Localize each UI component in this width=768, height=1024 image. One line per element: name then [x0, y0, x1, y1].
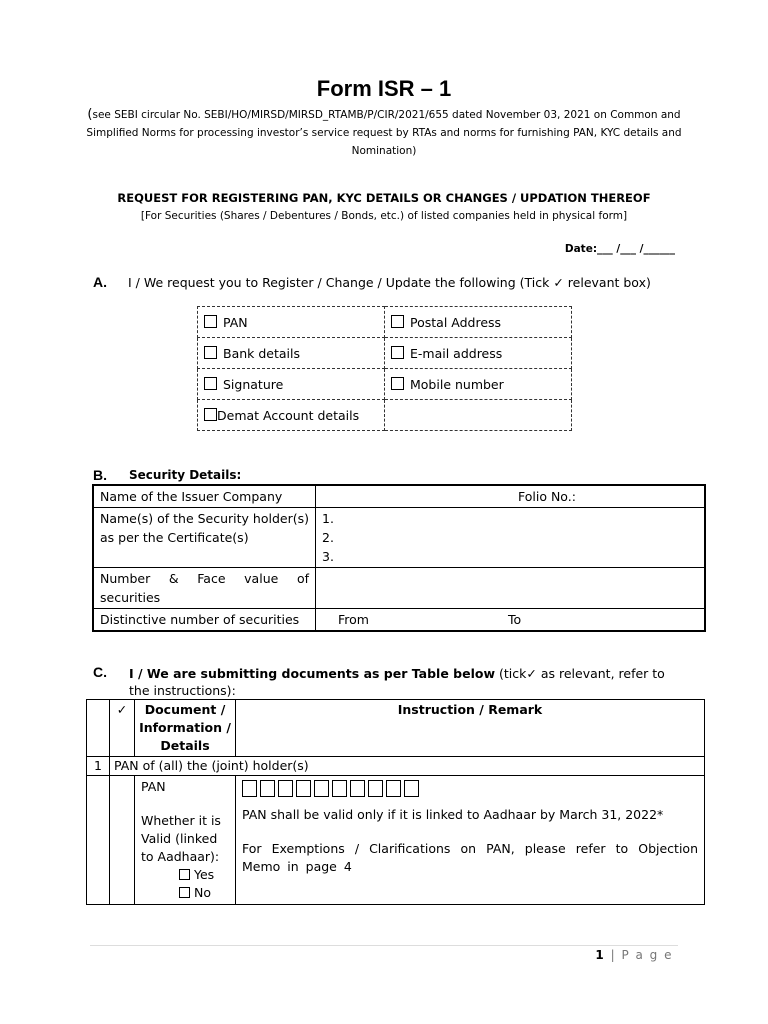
pan-char-box[interactable] — [332, 780, 347, 797]
row-num-empty — [87, 776, 110, 905]
section-a-text-after: relevant box) — [567, 275, 651, 290]
change-options-table — [197, 306, 572, 431]
row-tick-cell[interactable] — [110, 776, 135, 905]
yes-label: Yes — [194, 867, 215, 882]
section-a-text-before: I / We request you to Register / Change / Update the following (Tick — [128, 275, 550, 290]
option-pan[interactable] — [198, 307, 385, 338]
holders-label: Name(s) of the Security holder(s) as per the Certificate(s) — [93, 508, 316, 568]
remark-aadhaar: PAN shall be valid only if it is linked to Aadhaar by March 31, 2022* — [242, 807, 664, 822]
pan-character-boxes[interactable] — [242, 780, 698, 802]
tick-icon: ✓ — [110, 700, 135, 757]
option-label: Bank details — [223, 345, 301, 361]
pan-char-box[interactable] — [278, 780, 293, 797]
tick-icon: ✓ — [526, 666, 537, 681]
page-footer — [595, 948, 673, 962]
issuer-input[interactable] — [316, 485, 706, 508]
option-label: Mobile number — [410, 376, 504, 392]
option-demat-account[interactable] — [198, 400, 385, 431]
pan-char-box[interactable] — [368, 780, 383, 797]
pan-remark-cell — [236, 776, 705, 905]
issuer-label: Name of the Issuer Company — [93, 485, 316, 508]
header-instruction: Instruction / Remark — [236, 700, 705, 757]
pan-char-box[interactable] — [296, 780, 311, 797]
checkbox-icon[interactable] — [179, 869, 190, 880]
form-heading: REQUEST FOR REGISTERING PAN, KYC DETAILS OR CHANGES / UPDATION THEREOF — [117, 191, 651, 205]
option-label: PAN — [223, 314, 248, 330]
checkbox-icon[interactable] — [204, 377, 217, 390]
option-label: Demat Account details — [217, 407, 360, 423]
pan-label: PAN — [141, 779, 166, 794]
header-document: Document / Information / Details — [135, 700, 236, 757]
option-label: E-mail address — [410, 345, 503, 361]
option-email-address[interactable] — [385, 338, 572, 369]
section-c-text-after: as relevant, refer to the instructions): — [129, 666, 665, 698]
to-label: To — [508, 612, 522, 627]
checkbox-icon[interactable] — [204, 408, 217, 421]
pan-details-cell — [135, 776, 236, 905]
option-postal-address[interactable] — [385, 307, 572, 338]
page-number: 1 — [595, 948, 606, 962]
empty-cell — [385, 400, 572, 431]
checkbox-icon[interactable] — [391, 315, 404, 328]
no-label: No — [194, 885, 211, 900]
tick-icon: ✓ — [553, 275, 564, 290]
pan-char-box[interactable] — [314, 780, 329, 797]
pan-char-box[interactable] — [386, 780, 401, 797]
option-label: Signature — [223, 376, 284, 392]
section-c-text-mid: (tick — [498, 666, 527, 681]
section-b-title: Security Details: — [129, 468, 242, 482]
security-details-table — [92, 484, 706, 632]
holders-input[interactable] — [316, 508, 706, 568]
form-title: Form ISR – 1 — [316, 76, 452, 101]
section-c-text-before: I / We are submitting documents as per Table below — [129, 666, 495, 681]
footer-divider — [90, 945, 678, 946]
date-field[interactable]: Date:___ /___ /______ — [564, 243, 675, 255]
subtitle-open-paren: ( — [87, 107, 93, 122]
header-num-cell — [87, 700, 110, 757]
holder-line: 3. — [322, 549, 334, 564]
form-subheading: [For Securities (Shares / Debentures / Bonds, etc.) of listed companies held in physical form] — [140, 210, 628, 222]
remark-exemptions: For Exemptions / Clarifications on PAN, please refer to Objection Memo in page 4 — [242, 841, 698, 874]
section-c-letter: C. — [93, 664, 107, 680]
pan-char-box[interactable] — [242, 780, 257, 797]
distinctive-label: Distinctive number of securities — [93, 609, 316, 632]
pan-char-box[interactable] — [350, 780, 365, 797]
option-mobile-number[interactable] — [385, 369, 572, 400]
holder-line: 2. — [322, 530, 334, 545]
folio-label: Folio No.: — [518, 489, 576, 504]
section-a-instruction — [128, 275, 651, 290]
checkbox-icon[interactable] — [391, 377, 404, 390]
pan-char-box[interactable] — [260, 780, 275, 797]
section-a-letter: A. — [93, 274, 107, 290]
checkbox-icon[interactable] — [204, 346, 217, 359]
pan-char-box[interactable] — [404, 780, 419, 797]
valid-label: Whether it is Valid (linked to Aadhaar): — [141, 813, 221, 864]
no-option[interactable] — [141, 884, 231, 902]
distinctive-input[interactable] — [316, 609, 706, 632]
checkbox-icon[interactable] — [204, 315, 217, 328]
checkbox-icon[interactable] — [391, 346, 404, 359]
section-c-instruction — [129, 665, 689, 699]
yes-option[interactable] — [141, 866, 231, 884]
row-number: 1 — [87, 757, 110, 776]
page-label: | P a g e — [610, 948, 673, 962]
option-bank-details[interactable] — [198, 338, 385, 369]
checkbox-icon[interactable] — [179, 887, 190, 898]
documents-table — [86, 699, 705, 905]
from-label: From — [338, 612, 369, 627]
number-face-value-label: Number & Face value of securities — [93, 568, 316, 609]
subtitle-text: see SEBI circular No. SEBI/HO/MIRSD/MIRSD_RTAMB/P/CIR/2021/655 dated November 03, 2021 on Common and Simplified Norms for processing investor’s service request by RTAs and norms for furnishing PAN, KYC details and Nomination) — [86, 109, 682, 157]
holder-line: 1. — [322, 511, 334, 526]
option-label: Postal Address — [410, 314, 502, 330]
row-title: PAN of (all) the (joint) holder(s) — [110, 757, 705, 776]
section-b-letter: B. — [93, 467, 107, 483]
option-signature[interactable] — [198, 369, 385, 400]
number-face-value-input[interactable] — [316, 568, 706, 609]
form-subtitle — [80, 106, 688, 160]
